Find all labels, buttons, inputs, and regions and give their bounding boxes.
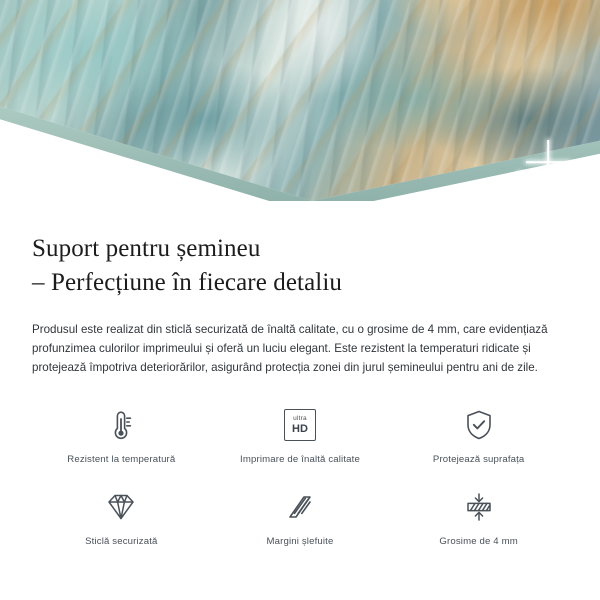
polished-edges-icon xyxy=(283,485,317,529)
shield-check-icon xyxy=(462,403,496,447)
feature-label: Imprimare de înaltă calitate xyxy=(240,454,360,466)
ultra-hd-badge-bottom: HD xyxy=(292,422,308,435)
content-area xyxy=(0,232,600,547)
feature-label: Grosime de 4 mm xyxy=(439,536,518,548)
headline-line-2: – Perfecțiune în fiecare detaliu xyxy=(32,268,342,296)
feature-label: Margini șlefuite xyxy=(266,536,334,548)
sparkle-icon xyxy=(556,166,582,192)
headline-line-1: Suport pentru șemineu xyxy=(32,235,261,262)
feature-item xyxy=(389,403,568,465)
feature-label: Protejează suprafața xyxy=(432,454,525,466)
diamond-icon xyxy=(103,485,139,529)
ultra-hd-icon xyxy=(284,403,316,447)
feature-label: Rezistent la temperatură xyxy=(67,454,176,466)
page-title xyxy=(32,232,568,299)
feature-item xyxy=(211,403,390,465)
ultra-hd-badge-top: ultra xyxy=(293,415,307,423)
feature-label: Sticlă securizată xyxy=(85,536,158,548)
sparkle-icon xyxy=(511,172,527,188)
description-paragraph: Produsul este realizat din sticlă securizată de înaltă calitate, cu o grosime de 4 mm, care evidențiază profunzimea culorilor imprimeului și oferă un luciu elegant. Este rezistent la temperaturi ridicate și protejează împotriva deteriorărilor, asigurând protecția zonei din jurul șemineului pentru ani de zile. xyxy=(32,323,548,374)
feature-item xyxy=(32,485,211,547)
feature-item xyxy=(211,485,390,547)
thickness-icon xyxy=(462,485,496,529)
feature-item xyxy=(389,485,568,547)
hero-image xyxy=(0,0,600,218)
feature-item xyxy=(32,403,211,465)
feature-grid xyxy=(32,403,568,547)
thermometer-icon xyxy=(104,403,138,447)
